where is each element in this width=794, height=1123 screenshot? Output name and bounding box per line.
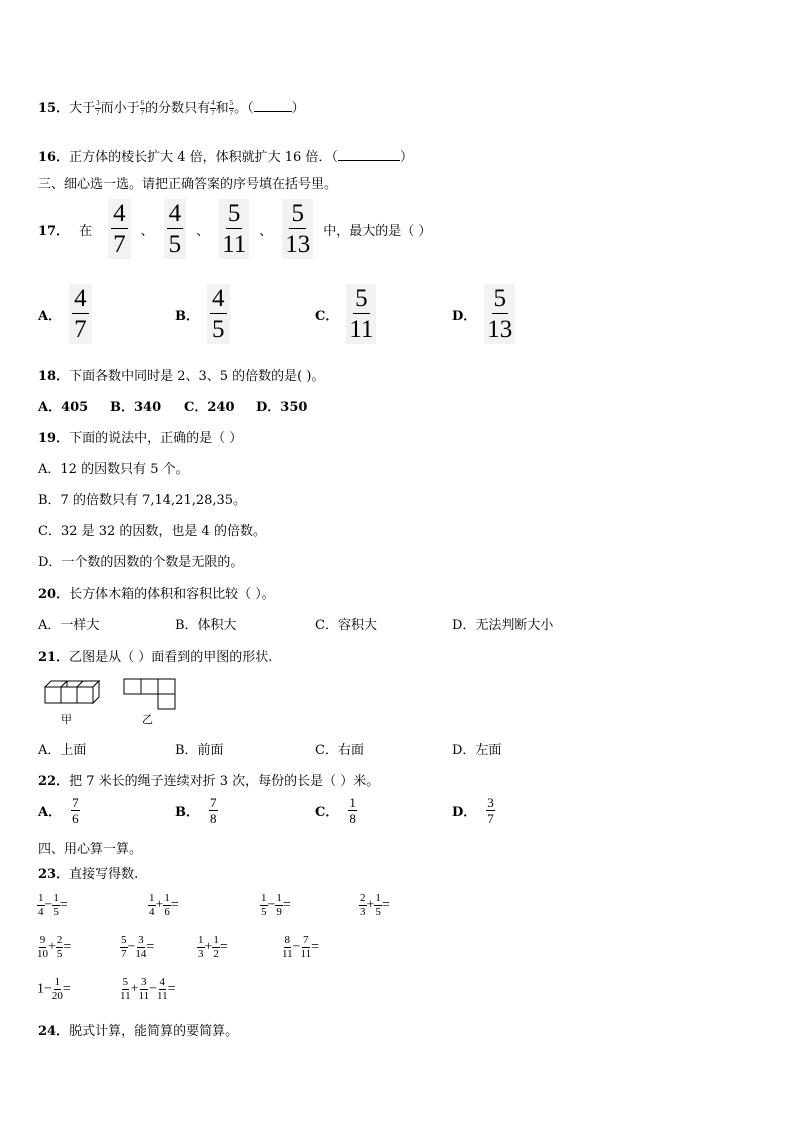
question-19: 19．下面的说法中，正确的是（ ） <box>38 431 243 446</box>
fraction: $\frac{5}{7}$ <box>229 99 234 117</box>
option-20-c[interactable]: C．容积大 <box>315 618 377 633</box>
option-18-d[interactable]: D．350 <box>256 400 308 415</box>
fraction-box: 4 5 <box>164 199 187 259</box>
option-17-d[interactable]: D． 5 13 <box>452 284 515 344</box>
question-16: 16．正方体的棱长扩大 4 倍，体积就扩大 16 倍．（ ） <box>38 150 413 165</box>
answer-blank[interactable] <box>338 160 400 161</box>
option-19-d[interactable]: D．一个数的因数的个数是无限的。 <box>38 555 244 570</box>
option-18-a[interactable]: A．405 <box>38 400 89 415</box>
calc-item: $\frac{8}{11}$ − $\frac{7}{11}$ = <box>282 934 319 960</box>
calc-item: $\frac{1}{3}$ + $\frac{1}{2}$ = <box>198 934 228 960</box>
answer-blank[interactable] <box>254 111 292 112</box>
question-23: 23．直接写得数. <box>38 867 139 882</box>
fraction: $\frac{4}{7}$ <box>211 99 215 117</box>
option-17-a[interactable]: A． 4 7 <box>38 284 92 344</box>
option-21-d[interactable]: D．左面 <box>452 743 502 758</box>
figure-label-yi: 乙 <box>142 713 153 726</box>
option-21-b[interactable]: B．前面 <box>175 743 224 758</box>
section-heading-3: 三、细心选一选。请把正确答案的序号填在括号里。 <box>38 177 338 192</box>
option-22-a[interactable]: A． $\frac{7}{6}$ <box>38 795 79 826</box>
question-22: 22．把 7 米长的绳子连续对折 3 次，每份的长是（ ）米。 <box>38 774 380 789</box>
fraction-box: 5 11 <box>219 199 249 259</box>
calc-item: $\frac{2}{3}$ + $\frac{1}{5}$ = <box>360 892 390 918</box>
option-17-c[interactable]: C． 5 11 <box>315 284 376 344</box>
option-22-b[interactable]: B． $\frac{7}{8}$ <box>175 795 217 826</box>
fraction-box: 4 7 <box>108 199 131 259</box>
option-21-a[interactable]: A．上面 <box>38 743 87 758</box>
question-18: 18．下面各数中同时是 2、3、5 的倍数的是( )。 <box>38 369 325 384</box>
option-21-c[interactable]: C．右面 <box>315 743 364 758</box>
calc-item: 1− $\frac{1}{20}$ = <box>37 976 71 1002</box>
calc-item: $\frac{1}{4}$ − $\frac{1}{5}$ = <box>38 892 68 918</box>
fraction: $\frac{6}{7}$ <box>140 99 145 117</box>
calc-item: $\frac{1}{4}$ + $\frac{1}{6}$ = <box>149 892 179 918</box>
fraction: $\frac{3}{7}$ <box>96 99 100 117</box>
question-20: 20．长方体木箱的体积和容积比较（ ）。 <box>38 587 275 602</box>
question-24: 24．脱式计算，能简算的要简算。 <box>38 1024 239 1039</box>
option-22-d[interactable]: D． $\frac{3}{7}$ <box>452 795 494 826</box>
figure-yi-squares <box>122 677 178 713</box>
question-15: 15．大于 $\frac{3}{7}$ 而小于 $\frac{6}{7}$ 的分数只有 $\frac{4}{7}$ 和 $\frac{5}{7}$ 。（ ） <box>38 99 305 117</box>
question-17: 17． 在 4 7 、 4 5 、 5 11 、 5 13 中，最大的是（ ） <box>38 200 432 258</box>
option-18-c[interactable]: C．240 <box>184 400 235 415</box>
section-heading-4: 四、用心算一算。 <box>38 842 143 857</box>
calc-item: $\frac{1}{5}$ − $\frac{1}{9}$ = <box>261 892 291 918</box>
fraction-box: 5 13 <box>282 199 313 259</box>
option-22-c[interactable]: C． $\frac{1}{8}$ <box>315 795 356 826</box>
option-17-b[interactable]: B． 4 5 <box>175 284 230 344</box>
calc-item: $\frac{5}{11}$ + $\frac{3}{11}$ − $\frac{4}{11}$ = <box>120 976 176 1002</box>
option-19-c[interactable]: C．32 是 32 的因数，也是 4 的倍数。 <box>38 524 266 539</box>
question-21: 21．乙图是从（ ）面看到的甲图的形状. <box>38 650 273 665</box>
calc-item: $\frac{5}{7}$ − $\frac{3}{14}$ = <box>121 934 155 960</box>
option-18-b[interactable]: B．340 <box>110 400 162 415</box>
option-20-d[interactable]: D．无法判断大小 <box>452 618 554 633</box>
option-20-b[interactable]: B．体积大 <box>175 618 237 633</box>
calc-item: $\frac{9}{10}$ + $\frac{2}{5}$ = <box>37 934 72 960</box>
figure-jia-cubes <box>40 677 106 711</box>
option-20-a[interactable]: A．一样大 <box>38 618 100 633</box>
option-19-a[interactable]: A．12 的因数只有 5 个。 <box>38 462 189 477</box>
figure-label-jia: 甲 <box>61 713 72 726</box>
option-19-b[interactable]: B．7 的倍数只有 7,14,21,28,35。 <box>38 493 247 508</box>
